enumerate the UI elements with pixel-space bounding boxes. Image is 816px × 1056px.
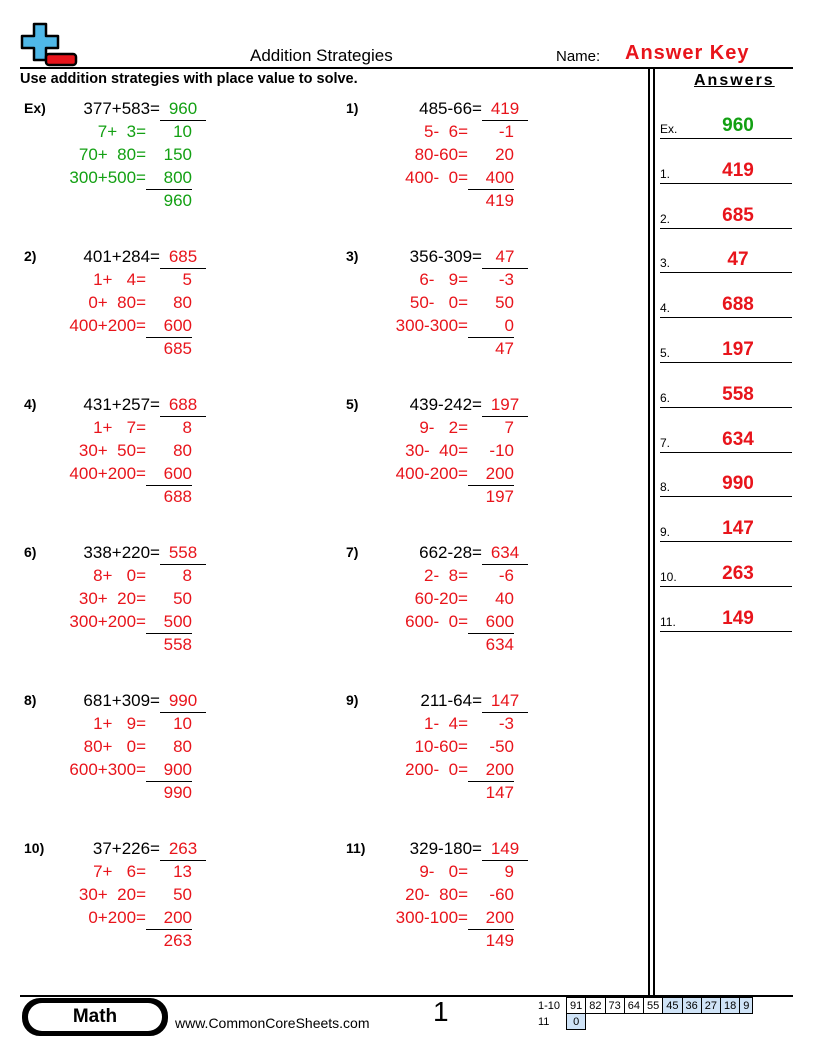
answer-value: 419 <box>722 159 754 181</box>
total-value: 634 <box>485 635 514 654</box>
problem-number: 10) <box>24 840 45 856</box>
step-result: 9 <box>504 862 514 881</box>
step-expression: 400+200= <box>69 464 146 483</box>
step-expression: 600- 0= <box>405 612 468 631</box>
equation-text: 662-28= <box>419 543 482 562</box>
step-result: 8 <box>182 566 192 585</box>
strategy-total <box>372 190 514 212</box>
answer-label: 2. <box>660 211 671 226</box>
answer-label: 6. <box>660 390 671 405</box>
score-cell: 64 <box>624 998 643 1014</box>
score-row-label: 1-10 <box>538 999 561 1012</box>
step-expression: 20- 80= <box>405 885 468 904</box>
equation-answer: 419 <box>482 98 528 121</box>
step-result: -6 <box>498 566 514 585</box>
equation-answer: 263 <box>160 838 206 861</box>
step-expression: 9- 2= <box>419 418 468 437</box>
step-expression: 1+ 9= <box>93 714 146 733</box>
equation-text: 681+309= <box>83 691 160 710</box>
problem-equation <box>50 690 206 712</box>
step-expression: 80+ 0= <box>83 737 146 756</box>
strategy-step <box>372 907 514 929</box>
step-result: 80 <box>173 737 192 756</box>
strategy-step <box>50 167 192 189</box>
problem-equation <box>372 246 528 268</box>
strategy-step <box>372 292 514 314</box>
step-expression: 300+200= <box>69 612 146 631</box>
answers-title: Answers <box>694 72 775 89</box>
strategy-step <box>372 565 514 587</box>
strategy-step <box>372 736 514 758</box>
problem-5 <box>346 396 596 516</box>
score-cell: 91 <box>567 998 586 1014</box>
problem-number: 4) <box>24 396 37 412</box>
strategy-step <box>372 588 514 610</box>
strategy-step <box>50 713 192 735</box>
problem-9 <box>346 692 596 812</box>
answer-value: 990 <box>722 473 754 495</box>
strategy-total <box>372 634 514 656</box>
strategy-step <box>50 736 192 758</box>
step-result: 900 <box>146 759 192 782</box>
problem-equation <box>372 690 528 712</box>
strategy-step <box>372 167 514 189</box>
name-label: Name: <box>556 48 601 65</box>
problem-10 <box>24 840 274 960</box>
problem-8 <box>24 692 274 812</box>
equation-answer: 990 <box>160 690 206 713</box>
answer-row <box>660 519 792 542</box>
step-result: -60 <box>489 885 514 904</box>
equation-text: 401+284= <box>83 247 160 266</box>
equation-answer: 149 <box>482 838 528 861</box>
step-expression: 30- 40= <box>405 441 468 460</box>
answer-value: 960 <box>722 115 754 136</box>
equation-text: 431+257= <box>83 395 160 414</box>
step-result: -3 <box>498 714 514 733</box>
step-result: 500 <box>146 611 192 634</box>
equation-text: 439-242= <box>409 395 482 414</box>
problem-equation <box>50 542 206 564</box>
problem-0 <box>24 100 274 220</box>
problem-number: 9) <box>346 692 359 708</box>
answer-column-divider-inner <box>653 68 655 995</box>
step-result: 200 <box>468 759 514 782</box>
problem-number: 1) <box>346 100 359 116</box>
answer-row <box>660 250 792 273</box>
strategy-step <box>50 611 192 633</box>
problem-equation <box>50 394 206 416</box>
answer-value: 147 <box>722 518 754 540</box>
instructions: Use addition strategies with place value to solve. <box>20 71 358 87</box>
answer-value: 688 <box>722 294 754 316</box>
step-expression: 70+ 80= <box>78 145 146 164</box>
equation-answer: 960 <box>160 98 206 121</box>
answer-column-divider <box>648 68 650 995</box>
strategy-step <box>50 907 192 929</box>
answer-row <box>660 564 792 587</box>
step-expression: 50- 0= <box>409 293 468 312</box>
answer-row <box>660 206 792 229</box>
step-result: 200 <box>468 907 514 930</box>
answer-row <box>660 609 792 632</box>
step-result: 600 <box>146 315 192 338</box>
answer-row <box>660 385 792 408</box>
step-expression: 0+200= <box>88 908 146 927</box>
step-expression: 1+ 4= <box>93 270 146 289</box>
strategy-step <box>372 121 514 143</box>
strategy-step <box>372 417 514 439</box>
score-cell: 9 <box>740 998 753 1014</box>
strategy-step <box>372 315 514 337</box>
strategy-total <box>50 486 192 508</box>
strategy-total <box>50 930 192 952</box>
answer-label: 5. <box>660 346 671 360</box>
total-value: 688 <box>163 487 192 506</box>
score-row-label: 11 <box>538 1015 550 1028</box>
problem-number: 8) <box>24 692 37 708</box>
step-result: 200 <box>468 463 514 486</box>
problem-3 <box>346 248 596 368</box>
equation-answer: 147 <box>482 690 528 713</box>
strategy-step <box>50 884 192 906</box>
step-expression: 300-300= <box>395 316 468 335</box>
answer-row <box>660 340 792 363</box>
equation-text: 37+226= <box>92 839 160 858</box>
problem-equation <box>372 838 528 860</box>
problem-11 <box>346 840 596 960</box>
problem-equation <box>372 98 528 120</box>
answer-key-label: Answer Key <box>625 42 750 64</box>
problem-equation <box>372 394 528 416</box>
problem-equation <box>50 838 206 860</box>
strategy-step <box>50 463 192 485</box>
step-result: 7 <box>504 418 514 437</box>
step-expression: 10-60= <box>414 737 468 756</box>
answer-label: 8. <box>660 480 671 495</box>
answer-value: 263 <box>722 563 754 584</box>
answer-label: 3. <box>660 256 671 271</box>
answer-label: 10. <box>660 570 677 584</box>
total-value: 558 <box>163 635 192 654</box>
strategy-step <box>372 463 514 485</box>
answer-label: 9. <box>660 525 671 540</box>
step-result: -10 <box>489 441 514 460</box>
answer-row <box>660 161 792 184</box>
step-result: 20 <box>495 145 514 164</box>
strategy-step <box>50 861 192 883</box>
step-result: -3 <box>498 270 514 289</box>
answer-value: 47 <box>727 249 749 271</box>
problem-equation <box>50 246 206 268</box>
strategy-step <box>50 417 192 439</box>
answer-label: 1. <box>660 166 671 181</box>
problem-number: 2) <box>24 248 37 264</box>
equation-text: 329-180= <box>409 839 482 858</box>
strategy-step <box>50 565 192 587</box>
total-value: 47 <box>495 339 514 358</box>
step-expression: 300+500= <box>69 168 146 187</box>
equation-answer: 685 <box>160 246 206 269</box>
step-result: 600 <box>468 611 514 634</box>
score-table <box>535 997 753 1030</box>
total-value: 960 <box>163 191 192 210</box>
total-value: 263 <box>163 931 192 950</box>
step-expression: 9- 0= <box>419 862 468 881</box>
answer-value: 197 <box>722 339 754 360</box>
step-result: 50 <box>495 293 514 312</box>
step-expression: 0+ 80= <box>88 293 146 312</box>
page-number: 1 <box>433 996 449 1027</box>
equation-answer: 634 <box>482 542 528 565</box>
step-expression: 400-200= <box>395 464 468 483</box>
step-result: 50 <box>173 885 192 904</box>
problem-7 <box>346 544 596 664</box>
step-result: 800 <box>146 167 192 190</box>
problem-number: 11) <box>346 840 366 856</box>
strategy-total <box>372 930 514 952</box>
answer-row <box>660 474 792 497</box>
answer-value: 634 <box>722 428 754 450</box>
strategy-step <box>50 144 192 166</box>
step-expression: 5- 6= <box>424 122 468 141</box>
strategy-step <box>372 759 514 781</box>
problem-2 <box>24 248 274 368</box>
website-link[interactable]: www.CommonCoreSheets.com <box>175 1015 370 1031</box>
step-expression: 400+200= <box>69 316 146 335</box>
step-expression: 7+ 6= <box>93 862 146 881</box>
strategy-step <box>50 121 192 143</box>
step-result: 200 <box>146 907 192 930</box>
answer-value: 685 <box>722 204 754 226</box>
answer-row <box>660 430 792 453</box>
problem-1 <box>346 100 596 220</box>
strategy-step <box>50 759 192 781</box>
step-expression: 60-20= <box>414 589 468 608</box>
step-expression: 6- 9= <box>419 270 468 289</box>
step-expression: 30+ 20= <box>78 885 146 904</box>
step-result: 5 <box>182 270 192 289</box>
strategy-step <box>372 884 514 906</box>
total-value: 149 <box>485 931 514 950</box>
total-value: 419 <box>485 191 514 210</box>
step-result: 13 <box>173 862 192 881</box>
equation-text: 377+583= <box>83 99 160 118</box>
strategy-total <box>50 338 192 360</box>
problem-number: 7) <box>346 544 359 560</box>
total-value: 685 <box>163 339 192 358</box>
step-expression: 2- 8= <box>424 566 468 585</box>
total-value: 197 <box>485 487 514 506</box>
plus-minus-logo-icon <box>20 22 78 70</box>
strategy-total <box>50 634 192 656</box>
step-expression: 400- 0= <box>405 168 468 187</box>
strategy-step <box>50 269 192 291</box>
equation-answer: 197 <box>482 394 528 417</box>
equation-answer: 47 <box>482 246 528 269</box>
answer-row <box>660 116 792 139</box>
step-result: 400 <box>468 167 514 190</box>
step-expression: 7+ 3= <box>97 122 146 141</box>
step-result: 40 <box>495 589 514 608</box>
step-result: 10 <box>173 714 192 733</box>
step-result: -50 <box>489 737 514 756</box>
problem-number: Ex) <box>24 100 46 116</box>
equation-text: 211-64= <box>420 691 482 710</box>
strategy-step <box>50 292 192 314</box>
strategy-step <box>372 611 514 633</box>
equation-answer: 688 <box>160 394 206 417</box>
score-cell: 82 <box>586 998 605 1014</box>
score-cell: 0 <box>567 1014 586 1030</box>
step-expression: 1- 4= <box>424 714 468 733</box>
step-result: 8 <box>182 418 192 437</box>
step-expression: 1+ 7= <box>93 418 146 437</box>
strategy-step <box>50 315 192 337</box>
problem-4 <box>24 396 274 516</box>
answer-row <box>660 295 792 318</box>
answer-value: 558 <box>722 383 754 405</box>
step-expression: 200- 0= <box>405 760 468 779</box>
step-result: -1 <box>498 122 514 141</box>
subject-label: Math <box>28 1003 162 1031</box>
problem-number: 3) <box>346 248 359 264</box>
strategy-total <box>372 338 514 360</box>
answer-label: 11. <box>660 614 676 629</box>
step-result: 150 <box>163 145 192 164</box>
strategy-step <box>50 588 192 610</box>
score-cell: 18 <box>721 998 740 1014</box>
strategy-total <box>50 190 192 212</box>
strategy-total <box>372 782 514 804</box>
strategy-total <box>50 782 192 804</box>
subject-badge <box>22 998 168 1036</box>
step-expression: 30+ 20= <box>78 589 146 608</box>
step-expression: 30+ 50= <box>78 441 146 460</box>
strategy-step <box>372 269 514 291</box>
step-result: 0 <box>468 315 514 338</box>
answer-label: 7. <box>660 435 671 450</box>
step-expression: 80-60= <box>414 145 468 164</box>
score-cell: 36 <box>682 998 701 1014</box>
step-result: 80 <box>173 293 192 312</box>
equation-text: 356-309= <box>409 247 482 266</box>
step-expression: 300-100= <box>395 908 468 927</box>
strategy-step <box>372 713 514 735</box>
answer-label: Ex. <box>660 122 678 136</box>
equation-text: 338+220= <box>83 543 160 562</box>
score-cell: 73 <box>605 998 624 1014</box>
step-result: 50 <box>173 589 192 608</box>
equation-text: 485-66= <box>419 99 482 118</box>
problem-number: 5) <box>346 396 359 412</box>
score-cell: 55 <box>644 998 663 1014</box>
strategy-step <box>372 861 514 883</box>
answer-value: 149 <box>722 607 754 629</box>
equation-answer: 558 <box>160 542 206 565</box>
problem-6 <box>24 544 274 664</box>
header-divider <box>20 67 793 69</box>
score-cell: 27 <box>701 998 720 1014</box>
step-result: 10 <box>173 122 192 141</box>
problem-number: 6) <box>24 544 37 560</box>
score-cell: 45 <box>663 998 682 1014</box>
step-result: 80 <box>173 441 192 460</box>
strategy-step <box>372 440 514 462</box>
strategy-total <box>372 486 514 508</box>
problem-equation <box>50 98 206 120</box>
strategy-step <box>50 440 192 462</box>
strategy-step <box>372 144 514 166</box>
total-value: 147 <box>485 783 514 802</box>
problem-equation <box>372 542 528 564</box>
page-title: Addition Strategies <box>250 46 393 65</box>
step-expression: 600+300= <box>69 760 146 779</box>
step-result: 600 <box>146 463 192 486</box>
answer-label: 4. <box>660 301 671 316</box>
total-value: 990 <box>163 783 192 802</box>
step-expression: 8+ 0= <box>93 566 146 585</box>
